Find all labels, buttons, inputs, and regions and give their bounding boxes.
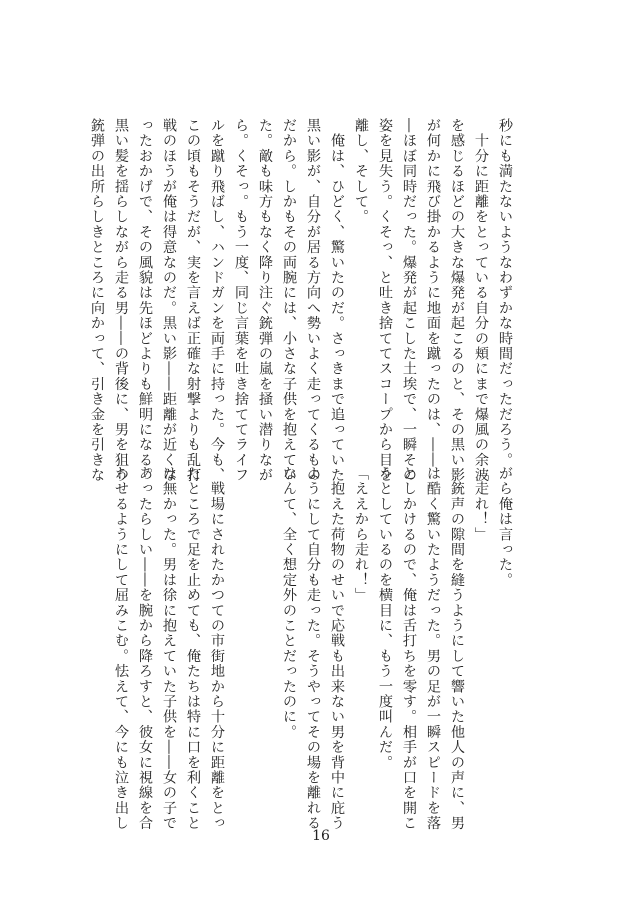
- text-line: 秒にも満たないようなわずかな時間だっただろう。: [497, 118, 513, 468]
- text-line: 十分に距離をとっている自分の頬にまで爆風の余波: [473, 118, 489, 483]
- text-line: だから。しかもその両腕には、小さな子供を抱えてい: [281, 118, 297, 483]
- text-line: がら俺は言った。: [497, 466, 513, 588]
- text-line: ったおかげで、その風貌は先ほどよりも鮮明になる。: [137, 118, 153, 483]
- text-line: わせるようにして屈みこむ。怯えて、今にも泣き出し: [113, 466, 129, 831]
- text-line: 黒い髪を揺らしながら走る男――の背後に、男を狙う: [113, 118, 129, 483]
- text-line: 離し、そして。: [353, 118, 369, 225]
- text-line: 銃弾の出所らしきところに向かって、引き金を引きな: [89, 118, 105, 483]
- text-line: 「ええから走れ！」: [353, 466, 369, 603]
- text-line: 戦のほうが俺は得意なのだ。黒い影――距離が近くな: [161, 118, 177, 483]
- text-line: 姿を見失う。くそっ、と吐き捨ててスコープから目を: [377, 118, 393, 483]
- text-line: たところで足を止めても、俺たちは特に口を利くこと: [185, 466, 201, 831]
- text-line: 俺は、ひどく、驚いたのだ。さっきまで追っていた: [329, 118, 345, 483]
- text-line: ら。くそっ。もう一度、同じ言葉を吐き捨ててライフ: [233, 118, 249, 483]
- text-line: この頃もそうだが、実を言えば正確な射撃よりも乱打: [185, 118, 201, 483]
- text-line: ―ほぼ同時だった。爆発が起こした土埃で、一瞬その: [401, 118, 417, 483]
- text-line: は無かった。男は徐に抱えていた子供を――女の子で: [161, 466, 177, 831]
- text-line: 抱えた荷物のせいで応戦も出来ない男を背中に庇う: [329, 466, 345, 831]
- text-line: ようにして自分も走った。そうやってその場を離れる: [305, 466, 321, 831]
- text-line: 黒い影が、自分が居る方向へ勢いよく走ってくるもの: [305, 118, 321, 483]
- text-line: 銃声の隙間を縫うようにして響いた他人の声に、男: [449, 466, 465, 831]
- text-line: 戦場にされたかつての市街地から十分に距離をとっ: [209, 466, 225, 831]
- blank-line: [229, 466, 253, 791]
- text-line: あったらしい――を腕から降ろすと、彼女に視線を合: [137, 466, 153, 831]
- text-line: 「走れ！」: [473, 466, 489, 542]
- blank-line: [253, 466, 277, 791]
- lower-text-block: [113, 466, 517, 831]
- page-number: 16: [312, 828, 330, 844]
- text-line: が何かに飛び掛かるように地面を蹴ったのは、――: [425, 118, 441, 468]
- text-line: うとしているのを横目に、もう一度叫んだ。: [377, 466, 393, 770]
- text-line: た。敵も味方もなく降り注ぐ銃弾の嵐を掻い潜りなが: [257, 118, 273, 483]
- text-line: を感じるほどの大きな爆発が起こるのと、その黒い影: [449, 118, 465, 483]
- text-line: なんて、全く想定外のことだったのに。: [281, 466, 297, 740]
- text-line: ルを蹴り飛ばし、ハンドガンを両手に持った。今も、: [209, 118, 225, 483]
- upper-text-block: [89, 118, 517, 483]
- text-line: は酷く驚いたようだった。男の足が一瞬スピードを落: [425, 466, 441, 831]
- text-line: としかけるので、俺は舌打ちを零す。相手が口を開こ: [401, 466, 417, 831]
